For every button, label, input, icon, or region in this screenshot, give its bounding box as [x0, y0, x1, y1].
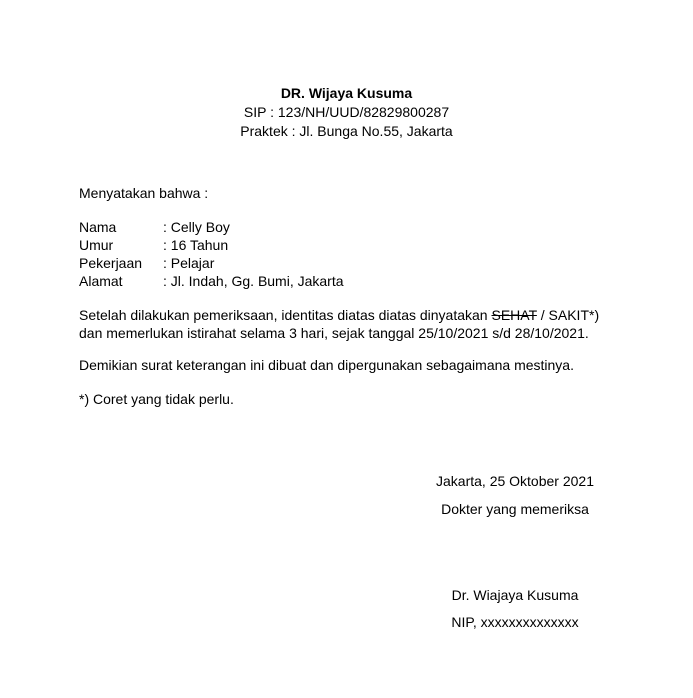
patient-value: : Jl. Indah, Gg. Bumi, Jakarta [163, 273, 344, 289]
patient-label: Pekerjaan [79, 255, 143, 271]
signature-place-date: Jakarta, 25 Oktober 2021 [436, 473, 594, 489]
doctor-practice: Praktek : Jl. Bunga No.55, Jakarta [240, 123, 453, 139]
statement-part-1: Setelah dilakukan pemeriksaan, identitas diatas diatas dinyatakan [79, 307, 492, 323]
statement-paragraph [79, 306, 639, 342]
signature-nip: NIP, xxxxxxxxxxxxxx [451, 614, 579, 630]
patient-row-name [79, 218, 639, 236]
patient-row-address [79, 272, 639, 290]
statement-part-2: / SAKIT*) [536, 307, 600, 323]
patient-row-age [79, 236, 639, 254]
signature-name: Dr. Wiajaya Kusuma [451, 587, 579, 603]
doctor-name: DR. Wijaya Kusuma [280, 85, 413, 101]
struck-healthy-text: SEHAT [491, 307, 537, 323]
footnote-text: *) Coret yang tidak perlu. [79, 391, 234, 407]
doctor-sip: SIP : 123/NH/UUD/82829800287 [243, 104, 450, 120]
statement-line-1 [79, 306, 639, 324]
patient-label: Umur [79, 237, 114, 253]
patient-value: : Pelajar [163, 255, 215, 271]
patient-details [79, 218, 639, 290]
signature-role: Dokter yang memeriksa [441, 501, 589, 517]
patient-label: Nama [79, 219, 117, 235]
patient-value: : 16 Tahun [163, 237, 229, 253]
closing-text: Demikian surat keterangan ini dibuat dan dipergunakan sebagaimana mestinya. [79, 357, 574, 373]
patient-value: : Celly Boy [163, 219, 230, 235]
patient-row-job [79, 254, 639, 272]
intro-text: Menyatakan bahwa : [79, 185, 209, 201]
statement-line-2: dan memerlukan istirahat selama 3 hari, sejak tanggal 25/10/2021 s/d 28/10/2021. [79, 325, 589, 341]
letter-header [0, 84, 693, 141]
patient-label: Alamat [79, 273, 123, 289]
letter-body [79, 184, 639, 408]
